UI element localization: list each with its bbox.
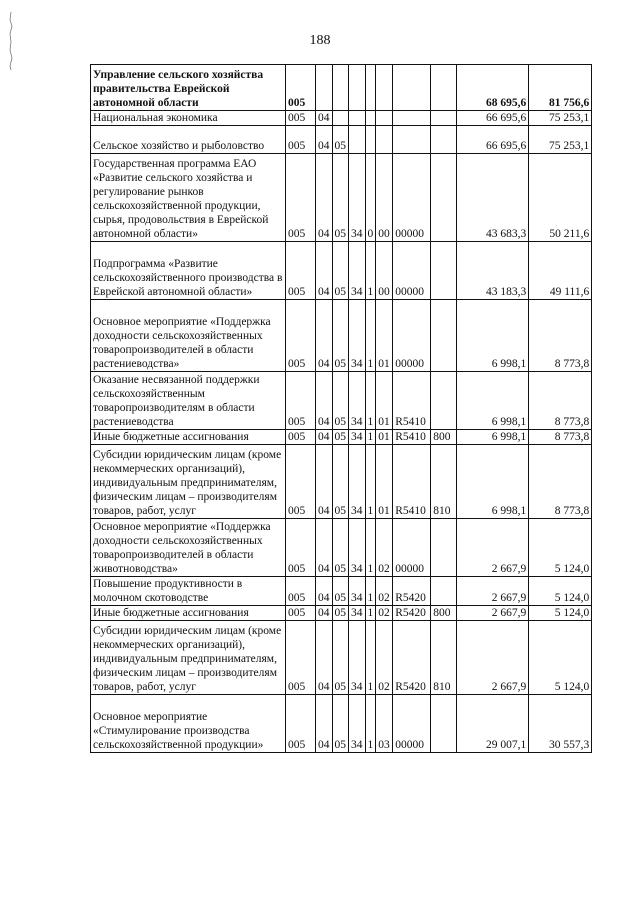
cell-direction: 00000 [393, 519, 431, 577]
cell-name: Государственная программа ЕАО «Развитие сельского хозяйства и регулирование рынков сельскохозяйственной продукции, сырья, продовольствия в Еврейской автономной области» [91, 154, 286, 242]
cell-subprogram: 1 [365, 606, 376, 621]
cell-measure: 02 [376, 621, 393, 695]
cell-grbs: 005 [286, 445, 316, 519]
cell-sum-first-year: 43 683,3 [457, 154, 529, 242]
cell-expense-type [431, 519, 457, 577]
cell-direction: 00000 [393, 154, 431, 242]
cell-sum-second-year: 5 124,0 [529, 621, 592, 695]
cell-measure: 03 [376, 695, 393, 753]
cell-grbs: 005 [286, 577, 316, 606]
cell-program: 34 [349, 577, 366, 606]
cell-name: Сельское хозяйство и рыболовство [91, 126, 286, 154]
cell-direction: R5410 [393, 445, 431, 519]
cell-direction: R5410 [393, 372, 431, 430]
cell-grbs: 005 [286, 154, 316, 242]
cell-sum-second-year: 5 124,0 [529, 519, 592, 577]
cell-sum-first-year: 66 695,6 [457, 126, 529, 154]
cell-expense-type: 800 [431, 430, 457, 445]
cell-sum-first-year: 6 998,1 [457, 445, 529, 519]
cell-section: 04 [316, 372, 333, 430]
table-row [91, 445, 592, 519]
cell-section: 04 [316, 154, 333, 242]
cell-direction: 00000 [393, 242, 431, 300]
cell-section: 04 [316, 695, 333, 753]
cell-grbs: 005 [286, 621, 316, 695]
cell-program: 34 [349, 372, 366, 430]
cell-sum-first-year: 66 695,6 [457, 111, 529, 126]
cell-program: 34 [349, 154, 366, 242]
cell-sum-second-year: 75 253,1 [529, 126, 592, 154]
cell-sum-second-year: 81 756,6 [529, 65, 592, 111]
cell-sum-first-year: 6 998,1 [457, 372, 529, 430]
cell-program: 34 [349, 430, 366, 445]
cell-section: 04 [316, 111, 333, 126]
cell-subsection: 05 [332, 621, 349, 695]
cell-section [316, 65, 333, 111]
table-row [91, 372, 592, 430]
cell-grbs: 005 [286, 111, 316, 126]
cell-subprogram: 1 [365, 430, 376, 445]
cell-grbs: 005 [286, 65, 316, 111]
cell-expense-type: 810 [431, 445, 457, 519]
cell-measure [376, 111, 393, 126]
cell-measure: 02 [376, 606, 393, 621]
cell-measure: 01 [376, 445, 393, 519]
budget-table [90, 64, 592, 753]
cell-subsection: 05 [332, 445, 349, 519]
cell-sum-first-year: 43 183,3 [457, 242, 529, 300]
cell-subsection: 05 [332, 372, 349, 430]
cell-name: Повышение продуктивности в молочном скотоводстве [91, 577, 286, 606]
cell-name: Иные бюджетные ассигнования [91, 430, 286, 445]
cell-grbs: 005 [286, 606, 316, 621]
cell-section: 04 [316, 445, 333, 519]
table-row [91, 65, 592, 111]
table-row [91, 606, 592, 621]
cell-expense-type [431, 300, 457, 372]
cell-program: 34 [349, 445, 366, 519]
cell-sum-first-year: 2 667,9 [457, 519, 529, 577]
table-row [91, 519, 592, 577]
cell-subprogram: 1 [365, 621, 376, 695]
cell-section: 04 [316, 577, 333, 606]
cell-sum-second-year: 5 124,0 [529, 606, 592, 621]
margin-mark [6, 10, 16, 72]
cell-expense-type [431, 126, 457, 154]
cell-subsection: 05 [332, 430, 349, 445]
cell-sum-first-year: 29 007,1 [457, 695, 529, 753]
cell-section: 04 [316, 606, 333, 621]
cell-direction [393, 65, 431, 111]
cell-name: Управление сельского хозяйства правительства Еврейской автономной области [91, 65, 286, 111]
cell-program: 34 [349, 695, 366, 753]
cell-direction: R5420 [393, 606, 431, 621]
cell-subprogram: 1 [365, 300, 376, 372]
table-row [91, 621, 592, 695]
cell-subsection: 05 [332, 606, 349, 621]
cell-sum-second-year: 5 124,0 [529, 577, 592, 606]
cell-name: Подпрограмма «Развитие сельскохозяйственного производства в Еврейской автономной области» [91, 242, 286, 300]
cell-subsection: 05 [332, 126, 349, 154]
cell-expense-type [431, 154, 457, 242]
cell-measure: 01 [376, 300, 393, 372]
cell-grbs: 005 [286, 519, 316, 577]
cell-subsection [332, 111, 349, 126]
cell-subprogram: 1 [365, 695, 376, 753]
table-row [91, 154, 592, 242]
cell-measure [376, 65, 393, 111]
cell-subsection: 05 [332, 300, 349, 372]
cell-section: 04 [316, 621, 333, 695]
cell-expense-type [431, 65, 457, 111]
cell-subprogram: 1 [365, 445, 376, 519]
cell-measure: 00 [376, 242, 393, 300]
cell-program: 34 [349, 606, 366, 621]
cell-direction: 00000 [393, 695, 431, 753]
page-number: 188 [309, 33, 331, 48]
cell-direction: 00000 [393, 300, 431, 372]
table-row [91, 126, 592, 154]
cell-direction [393, 126, 431, 154]
cell-subprogram: 0 [365, 154, 376, 242]
cell-measure: 01 [376, 372, 393, 430]
cell-subsection: 05 [332, 242, 349, 300]
cell-sum-second-year: 50 211,6 [529, 154, 592, 242]
cell-sum-second-year: 8 773,8 [529, 430, 592, 445]
cell-expense-type [431, 242, 457, 300]
table-row [91, 430, 592, 445]
cell-sum-first-year: 68 695,6 [457, 65, 529, 111]
cell-program: 34 [349, 242, 366, 300]
cell-measure: 01 [376, 430, 393, 445]
cell-name: Иные бюджетные ассигнования [91, 606, 286, 621]
cell-expense-type: 800 [431, 606, 457, 621]
cell-name: Основное мероприятие «Поддержка доходности сельскохозяйственных товаропроизводителей в области растениеводства» [91, 300, 286, 372]
cell-subsection: 05 [332, 154, 349, 242]
cell-sum-second-year: 49 111,6 [529, 242, 592, 300]
cell-direction [393, 111, 431, 126]
budget-table-body [91, 65, 592, 753]
cell-direction: R5420 [393, 577, 431, 606]
cell-subsection: 05 [332, 577, 349, 606]
cell-subprogram: 1 [365, 577, 376, 606]
table-row [91, 300, 592, 372]
table-row [91, 695, 592, 753]
cell-measure: 00 [376, 154, 393, 242]
cell-grbs: 005 [286, 695, 316, 753]
cell-sum-second-year: 30 557,3 [529, 695, 592, 753]
cell-sum-second-year: 8 773,8 [529, 372, 592, 430]
cell-measure: 02 [376, 519, 393, 577]
cell-subprogram [365, 126, 376, 154]
cell-measure: 02 [376, 577, 393, 606]
cell-expense-type [431, 111, 457, 126]
cell-subprogram: 1 [365, 242, 376, 300]
cell-sum-second-year: 8 773,8 [529, 300, 592, 372]
cell-section: 04 [316, 519, 333, 577]
cell-sum-first-year: 2 667,9 [457, 606, 529, 621]
cell-measure [376, 126, 393, 154]
table-row [91, 242, 592, 300]
cell-subprogram: 1 [365, 519, 376, 577]
cell-expense-type [431, 695, 457, 753]
cell-subsection: 05 [332, 519, 349, 577]
cell-sum-second-year: 8 773,8 [529, 445, 592, 519]
cell-program: 34 [349, 621, 366, 695]
table-row [91, 111, 592, 126]
cell-subsection [332, 65, 349, 111]
cell-section: 04 [316, 242, 333, 300]
cell-name: Основное мероприятие «Поддержка доходности сельскохозяйственных товаропроизводителей в области животноводства» [91, 519, 286, 577]
cell-direction: R5410 [393, 430, 431, 445]
cell-grbs: 005 [286, 372, 316, 430]
cell-sum-first-year: 2 667,9 [457, 621, 529, 695]
cell-direction: R5420 [393, 621, 431, 695]
cell-program [349, 65, 366, 111]
cell-name: Национальная экономика [91, 111, 286, 126]
cell-section: 04 [316, 300, 333, 372]
table-row [91, 577, 592, 606]
cell-sum-second-year: 75 253,1 [529, 111, 592, 126]
cell-grbs: 005 [286, 430, 316, 445]
cell-program: 34 [349, 300, 366, 372]
cell-name: Субсидии юридическим лицам (кроме некоммерческих организаций), индивидуальным предпринимателям, физическим лицам – производителям товаров, работ, услуг [91, 445, 286, 519]
cell-sum-first-year: 2 667,9 [457, 577, 529, 606]
cell-grbs: 005 [286, 242, 316, 300]
cell-grbs: 005 [286, 126, 316, 154]
cell-sum-first-year: 6 998,1 [457, 430, 529, 445]
cell-subprogram [365, 65, 376, 111]
cell-subsection: 05 [332, 695, 349, 753]
cell-grbs: 005 [286, 300, 316, 372]
cell-program: 34 [349, 519, 366, 577]
cell-expense-type [431, 577, 457, 606]
cell-subprogram [365, 111, 376, 126]
cell-subprogram: 1 [365, 372, 376, 430]
cell-section: 04 [316, 126, 333, 154]
cell-program [349, 111, 366, 126]
cell-name: Основное мероприятие «Стимулирование производства сельскохозяйственной продукции» [91, 695, 286, 753]
cell-name: Субсидии юридическим лицам (кроме некоммерческих организаций), индивидуальным предпринимателям, физическим лицам – производителям товаров, работ, услуг [91, 621, 286, 695]
cell-sum-first-year: 6 998,1 [457, 300, 529, 372]
cell-expense-type: 810 [431, 621, 457, 695]
cell-name: Оказание несвязанной поддержки сельскохозяйственным товаропроизводителям в области растениеводства [91, 372, 286, 430]
cell-program [349, 126, 366, 154]
cell-expense-type [431, 372, 457, 430]
cell-section: 04 [316, 430, 333, 445]
